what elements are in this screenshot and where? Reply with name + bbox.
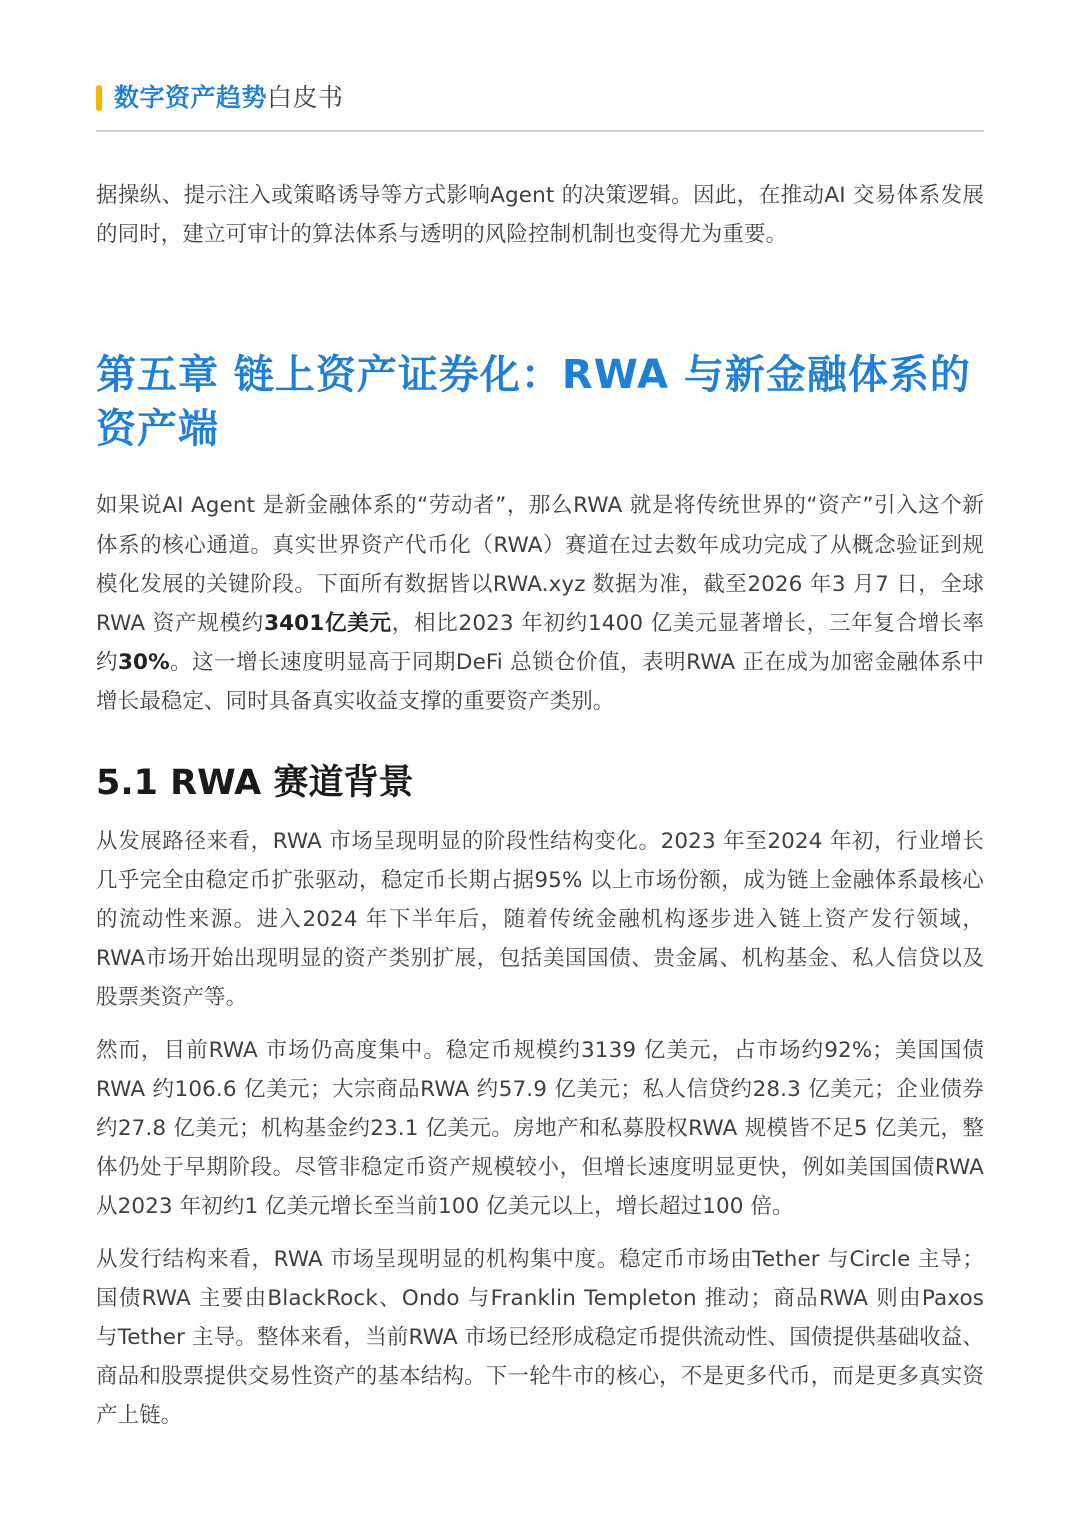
chapter-title bbox=[96, 348, 984, 456]
chapter-text-part2: ，相比2023 年初约1400 亿美元显著增长，三年复合增长率约 bbox=[96, 611, 984, 676]
page-content bbox=[96, 176, 984, 1436]
document-title bbox=[114, 80, 344, 116]
header-divider bbox=[96, 130, 984, 132]
chapter-intro-paragraph bbox=[96, 486, 984, 721]
chapter-title-line1: 第五章 链上资产证券化：RWA 与新金融体系的 bbox=[96, 352, 971, 399]
section-paragraph-3: 从发行结构来看，RWA 市场呈现明显的机构集中度。稳定币市场由Tether 与Circle 主导；国债RWA 主要由BlackRock、Ondo 与Franklin Templeton 推动；商品RWA 则由Paxos 与Tether 主导。整体来看，当前RWA 市场已经形成稳定币提供流动性、国债提供基础收益、商品和股票提供交易性资产的基本结构。下一轮牛市的核心，不是更多代币，而是更多真实资产上链。 bbox=[96, 1246, 984, 1429]
document-title-rest: 白皮书 bbox=[267, 83, 344, 112]
chapter-text-part3: 。这一增长速度明显高于同期DeFi 总锁仓价值，表明RWA 正在成为加密金融体系中增长最稳定、同时具备真实收益支撑的重要资产类别。 bbox=[96, 650, 984, 715]
section-paragraph-2: 然而，目前RWA 市场仍高度集中。稳定币规模约3139 亿美元，占市场约92%；美国国债RWA 约106.6 亿美元；大宗商品RWA 约57.9 亿美元；私人信贷约28.3 亿美元；企业债券约27.8 亿美元；机构基金约23.1 亿美元。房地产和私募股权RWA 规模皆不足5 亿美元，整体仍处于早期阶段。尽管非稳定币资产规模较小，但增长速度明显更快，例如美国国债RWA从2023 年初约1 亿美元增长至当前100 亿美元以上，增长超过100 倍。 bbox=[96, 1037, 984, 1220]
chapter-title-line2: 资产端 bbox=[96, 406, 219, 453]
intro-paragraph: 据操纵、提示注入或策略诱导等方式影响Agent 的决策逻辑。因此，在推动AI 交易体系发展的同时，建立可审计的算法体系与透明的风险控制机制也变得尤为重要。 bbox=[96, 183, 984, 248]
cagr-value: 30% bbox=[117, 650, 170, 676]
document-title-accent: 数字资产趋势 bbox=[114, 83, 268, 112]
chapter-text-part1: 如果说AI Agent 是新金融体系的“劳动者”，那么RWA 就是将传统世界的“资产”引入这个新体系的核心通道。真实世界资产代币化（RWA）赛道在过去数年成功完成了从概念验证到规模化发展的关键阶段。下面所有数据皆以RWA.xyz 数据为准，截至2026 年3 月7 日，全球RWA 资产规模约 bbox=[96, 493, 984, 637]
rwa-total-value: 3401亿美元 bbox=[264, 611, 392, 637]
page-header bbox=[96, 80, 984, 116]
header-accent-bar bbox=[96, 85, 102, 111]
section-title: 5.1 RWA 赛道背景 bbox=[96, 762, 414, 803]
section-paragraph-1: 从发展路径来看，RWA 市场呈现明显的阶段性结构变化。2023 年至2024 年初，行业增长几乎完全由稳定币扩张驱动，稳定币长期占据95% 以上市场份额，成为链上金融体系最核心的流动性来源。进入2024 年下半年后，随着传统金融机构逐步进入链上资产发行领域，RWA市场开始出现明显的资产类别扩展，包括美国国债、贵金属、机构基金、私人信贷以及股票类资产等。 bbox=[96, 828, 984, 1011]
